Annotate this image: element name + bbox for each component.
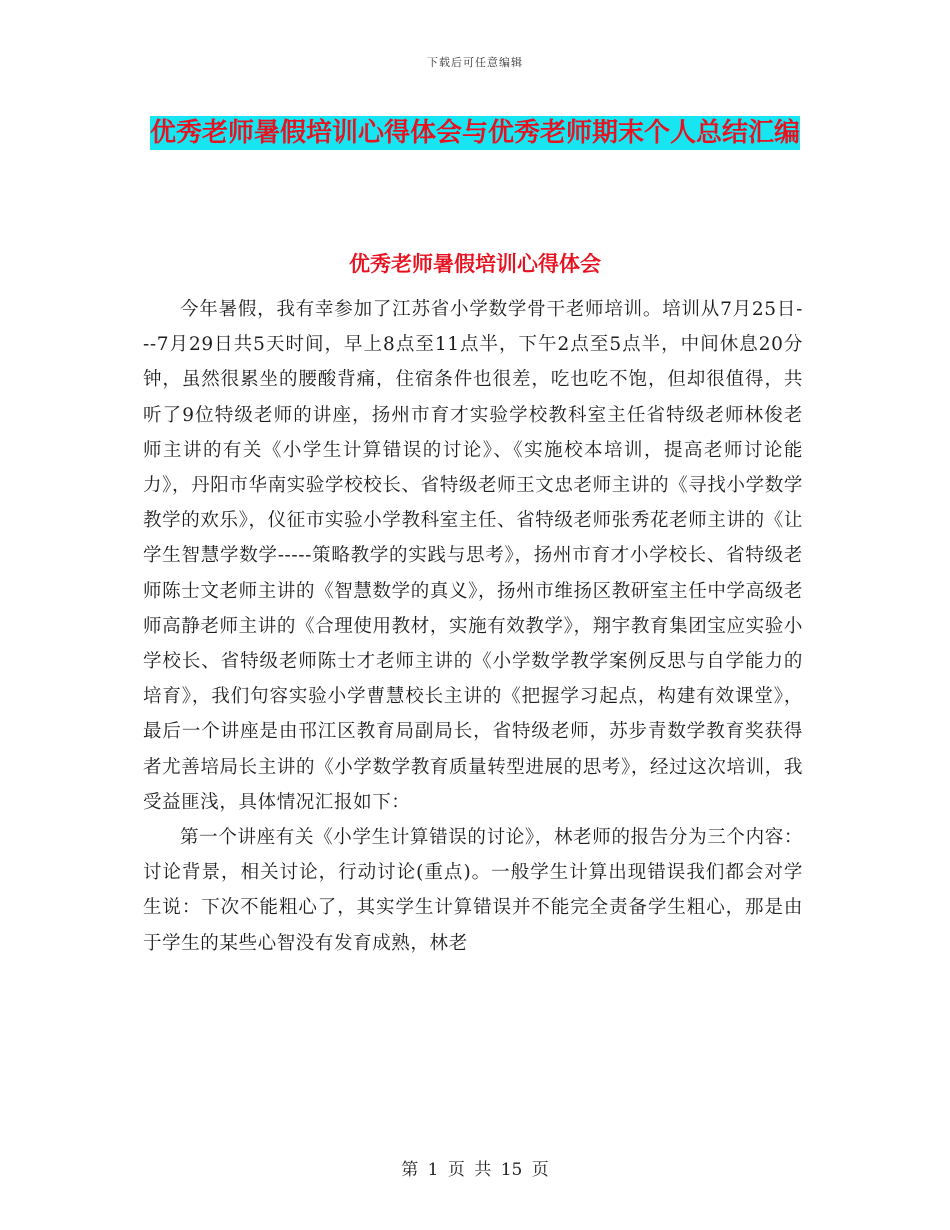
page-number: 第 1 页 共 15 页 <box>401 1160 549 1180</box>
header-note: 下载后可任意编辑 <box>427 56 523 69</box>
body-paragraph: 今年暑假，我有幸参加了江苏省小学数学骨干老师培训。培训从7月25日---7月29日共5天时间，早上8点至11点半，下午2点至5点半，中间休息20分钟，虽然很累坐的腰酸背痛，住宿条件也很差，吃也吃不饱，但却很值得，共听了9位特级老师的讲座，扬州市育才实验学校教科室主任省特级老师林俊老师主讲的有关《小学生计算错误的讨论》、《实施校本培训，提高老师讨论能力》，丹阳市华南实验学校校长、省特级老师王文忠老师主讲的《寻找小学数学教学的欢乐》，仪征市实验小学教科室主任、省特级老师张秀花老师主讲的《让学生智慧学数学-----策略教学的实践与思考》，扬州市育才小学校长、省特级老师陈士文老师主讲的《智慧数学的真义》，扬州市维扬区教研室主任中学高级老师高静老师主讲的《合理使用教材，实施有效教学》，翔宇教育集团宝应实验小学校长、省特级老师陈士才老师主讲的《小学数学教学案例反思与自学能力的培育》，我们句容实验小学曹慧校长主讲的《把握学习起点，构建有效课堂》，最后一个讲座是由邗江区教育局副局长，省特级老师，苏步青数学教育奖获得者尤善培局长主讲的《小学数学教育质量转型进展的思考》，经过这次培训，我受益匪浅，具体情况汇报如下： <box>143 299 803 813</box>
document-title <box>140 110 810 156</box>
document-title-text: 优秀老师暑假培训心得体会与优秀老师期末个人总结汇编 <box>149 118 800 148</box>
section-title: 优秀老师暑假培训心得体会 <box>349 252 601 276</box>
body-paragraph: 第一个讲座有关《小学生计算错误的讨论》，林老师的报告分为三个内容：讨论背景，相关讨论，行动讨论(重点)。一般学生计算出现错误我们都会对学生说：下次不能粗心了，其实学生计算错误并不能完全责备学生粗心，那是由于学生的某些心智没有发育成熟，林老 <box>143 827 803 954</box>
document-body <box>143 292 803 961</box>
